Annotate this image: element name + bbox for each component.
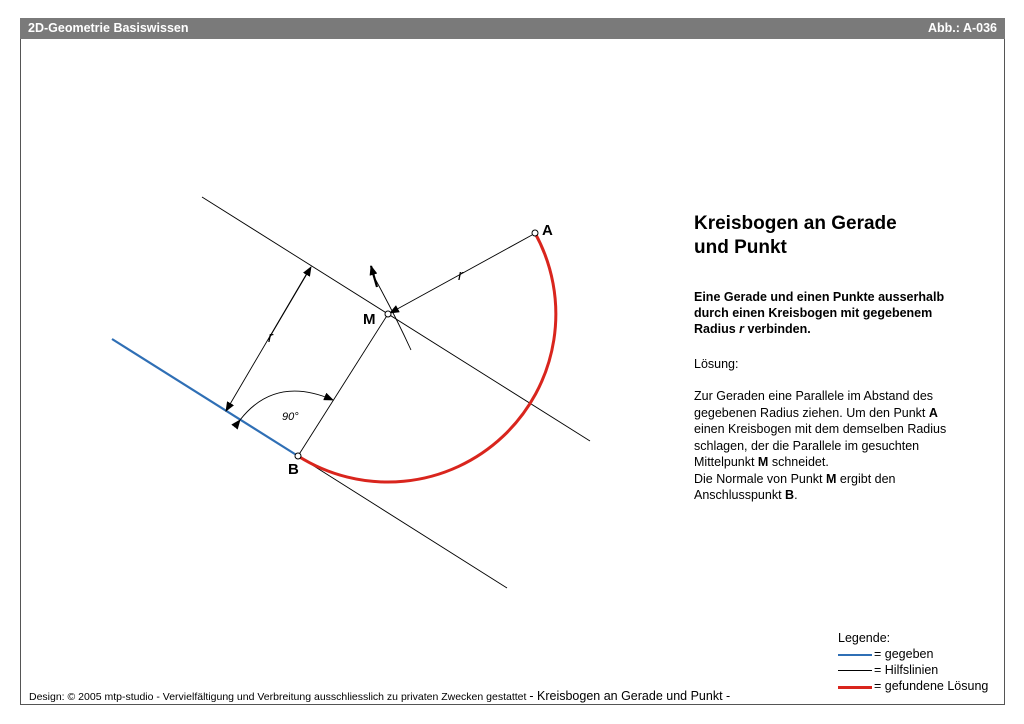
point-a bbox=[532, 230, 538, 236]
solution-heading: Lösung: bbox=[694, 357, 739, 371]
helper-arc bbox=[373, 275, 411, 350]
direction-arrow bbox=[371, 266, 377, 287]
normal-line bbox=[298, 314, 388, 456]
footer bbox=[29, 689, 730, 703]
label-m: M bbox=[363, 311, 376, 328]
panel-title: Kreisbogen an Gerade und Punkt bbox=[694, 213, 897, 258]
result-arc bbox=[298, 233, 556, 482]
figure-number: Abb.: A-036 bbox=[928, 21, 997, 35]
label-b: B bbox=[288, 461, 299, 478]
footer-credit: Design: © 2005 mtp-studio - Vervielfältigung und Verbreitung ausschliesslich zu privaten Zwecken gestattet bbox=[29, 691, 527, 703]
label-r-radius: r bbox=[458, 267, 463, 284]
header-title: 2D-Geometrie Basiswissen bbox=[28, 21, 189, 35]
label-angle: 90° bbox=[282, 411, 299, 423]
label-a: A bbox=[542, 222, 553, 239]
given-line-extension bbox=[298, 456, 507, 588]
given-line bbox=[112, 339, 298, 456]
legend-title: Legende: bbox=[838, 631, 891, 645]
footer-topic: - Kreisbogen an Gerade und Punkt - bbox=[529, 689, 731, 703]
distance-dimension-end bbox=[268, 267, 311, 340]
point-b bbox=[295, 453, 301, 459]
label-r-distance: r bbox=[268, 329, 273, 346]
point-m bbox=[385, 311, 391, 317]
task-description: Eine Gerade und einen Punkte ausserhalb durch einen Kreisbogen mit gegebenem Radius r verbinden. bbox=[694, 290, 945, 336]
solution-text: Zur Geraden eine Parallele im Abstand des gegebenen Radius ziehen. Um den Punkt A einen Kreisbogen mit dem demselben Radius schlagen, der die Parallele im gesuchten Mittelpunkt M schneidet. Die Normale von Punkt M ergibt den Anschlusspunkt B. bbox=[694, 389, 947, 502]
